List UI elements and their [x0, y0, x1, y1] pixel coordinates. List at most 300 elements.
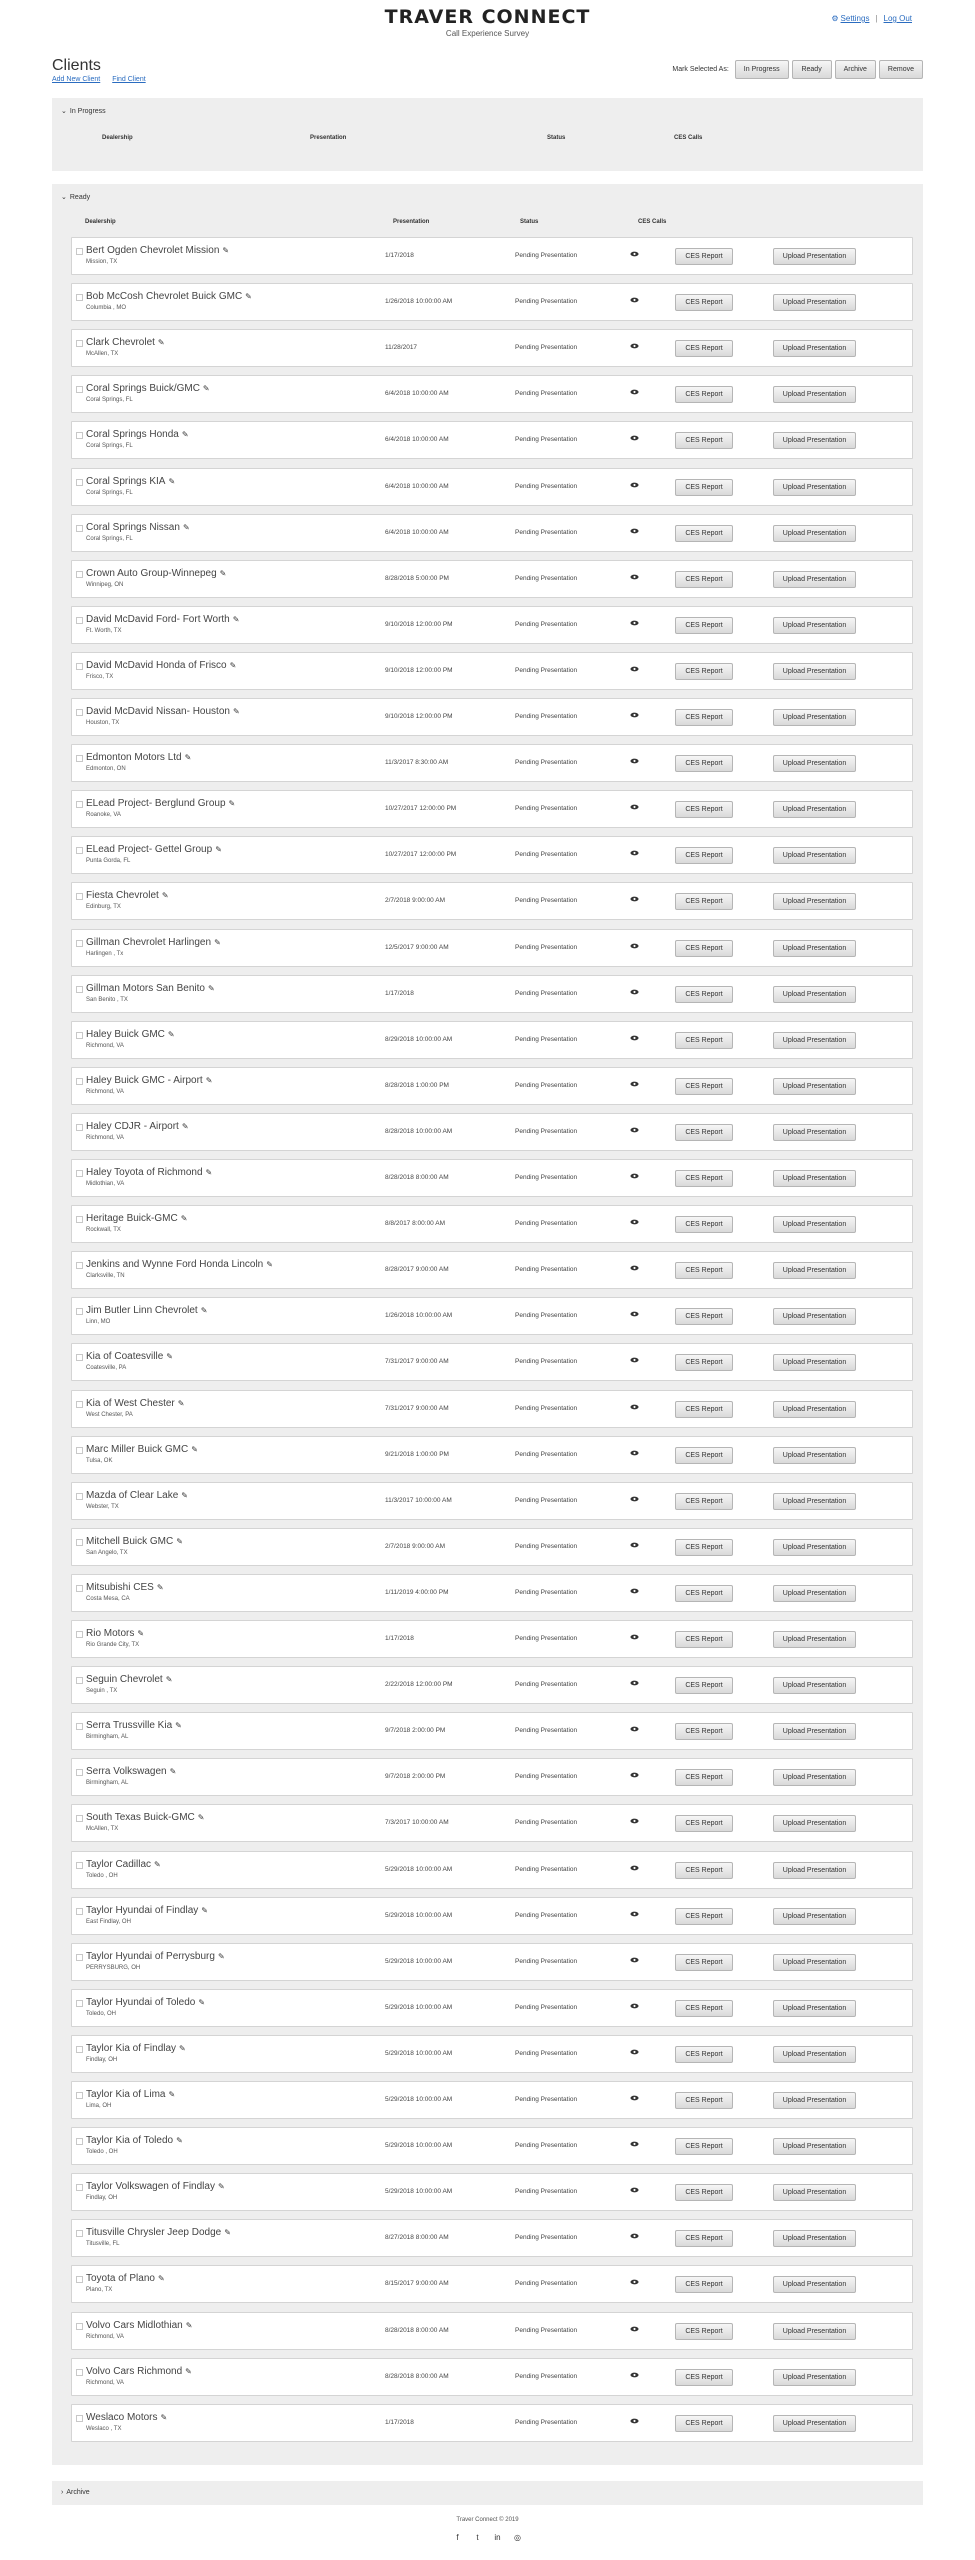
eye-icon[interactable]: [630, 297, 639, 303]
eye-icon[interactable]: [630, 850, 639, 856]
upload-presentation-button[interactable]: Upload Presentation: [773, 1170, 856, 1187]
pencil-icon[interactable]: ✎: [184, 753, 192, 763]
eye-icon[interactable]: [630, 528, 639, 534]
ces-report-button[interactable]: CES Report: [675, 525, 733, 542]
dealership-name-text: Fiesta Chevrolet: [86, 890, 159, 902]
row-checkbox[interactable]: [76, 1908, 83, 1915]
row-checkbox[interactable]: [76, 1354, 83, 1361]
pencil-icon[interactable]: ✎: [181, 1490, 188, 1500]
dealership-name-text: Taylor Hyundai of Toledo: [86, 1996, 196, 2008]
row-checkbox[interactable]: [76, 2323, 83, 2330]
dealership-location: Birmingham, AL: [86, 1734, 129, 1741]
archive-toggle[interactable]: [52, 2481, 923, 2505]
pencil-icon[interactable]: ✎: [179, 2043, 186, 2053]
eye-icon[interactable]: [630, 758, 639, 764]
eye-icon[interactable]: [630, 1726, 639, 1732]
upload-presentation-button[interactable]: Upload Presentation: [773, 847, 856, 864]
upload-presentation-button[interactable]: Upload Presentation: [773, 940, 856, 957]
upload-presentation-button[interactable]: Upload Presentation: [773, 1769, 856, 1786]
eye-icon[interactable]: [630, 2141, 639, 2147]
ces-report-button[interactable]: CES Report: [675, 2415, 733, 2432]
presentation-date: 1/17/2018: [385, 989, 414, 997]
add-new-client-link[interactable]: Add New Client: [52, 76, 101, 83]
pencil-icon[interactable]: ✎: [157, 2274, 165, 2284]
dealership-location: Coatesville, PA: [86, 1365, 127, 1372]
eye-icon[interactable]: [630, 1219, 639, 1225]
ces-report-button[interactable]: CES Report: [675, 1677, 733, 1694]
eye-icon[interactable]: [630, 2049, 639, 2055]
presentation-date: 6/4/2018 10:00:00 AM: [385, 436, 449, 444]
eye-icon[interactable]: [630, 1911, 639, 1917]
dealership-name-text: David McDavid Ford- Fort Worth: [86, 613, 230, 625]
pencil-icon[interactable]: ✎: [166, 1352, 173, 1362]
ces-report-button[interactable]: CES Report: [675, 1447, 733, 1464]
eye-icon[interactable]: [630, 435, 639, 441]
row-checkbox[interactable]: [76, 1308, 83, 1315]
row-checkbox[interactable]: [76, 2276, 83, 2283]
upload-presentation-button[interactable]: Upload Presentation: [773, 1354, 856, 1371]
upload-presentation-button[interactable]: Upload Presentation: [773, 1262, 856, 1279]
presentation-date: 8/28/2018 10:00:00 AM: [385, 1127, 453, 1135]
upload-presentation-button[interactable]: Upload Presentation: [773, 1862, 856, 1879]
ces-report-button[interactable]: CES Report: [675, 1032, 733, 1049]
facebook-icon[interactable]: f: [456, 2533, 459, 2542]
pencil-icon[interactable]: ✎: [202, 384, 210, 394]
eye-icon[interactable]: [630, 804, 639, 810]
upload-presentation-button[interactable]: Upload Presentation: [773, 2415, 856, 2432]
pencil-icon[interactable]: ✎: [157, 338, 165, 348]
ces-report-button[interactable]: CES Report: [675, 2184, 733, 2201]
ces-report-button[interactable]: CES Report: [675, 847, 733, 864]
dealership-location: Findlay, OH: [86, 2195, 118, 2202]
col-presentation: Presentation: [310, 135, 347, 141]
upload-presentation-button[interactable]: Upload Presentation: [773, 1216, 856, 1233]
row-checkbox[interactable]: [76, 1262, 83, 1269]
linkedin-icon[interactable]: in: [494, 2533, 501, 2542]
ces-report-button[interactable]: CES Report: [675, 294, 733, 311]
upload-presentation-button[interactable]: Upload Presentation: [773, 2369, 856, 2386]
mark-ready-button[interactable]: Ready: [792, 60, 832, 79]
status-text: Pending Presentation: [515, 1819, 578, 1827]
pencil-icon[interactable]: ✎: [154, 1859, 161, 1869]
row-checkbox[interactable]: [76, 479, 83, 486]
row-checkbox[interactable]: [76, 1493, 83, 1500]
ces-report-button[interactable]: CES Report: [675, 1862, 733, 1879]
ces-report-button[interactable]: CES Report: [675, 1585, 733, 1602]
pencil-icon[interactable]: ✎: [176, 1536, 183, 1546]
upload-presentation-button[interactable]: Upload Presentation: [773, 1723, 856, 1740]
row-checkbox[interactable]: [76, 1723, 83, 1730]
eye-icon[interactable]: [630, 389, 639, 395]
ces-report-button[interactable]: CES Report: [675, 893, 733, 910]
presentation-date: 12/5/2017 9:00:00 AM: [385, 943, 449, 951]
row-checkbox[interactable]: [76, 525, 83, 532]
upload-presentation-button[interactable]: Upload Presentation: [773, 2184, 856, 2201]
row-checkbox[interactable]: [76, 1124, 83, 1131]
row-checkbox[interactable]: [76, 1954, 83, 1961]
upload-presentation-button[interactable]: Upload Presentation: [773, 1677, 856, 1694]
ces-report-button[interactable]: CES Report: [675, 2092, 733, 2109]
row-checkbox[interactable]: [76, 2415, 83, 2422]
pencil-icon[interactable]: ✎: [168, 2090, 176, 2099]
settings-link[interactable]: Settings: [840, 14, 870, 23]
table-row: [71, 790, 913, 828]
presentation-date: 1/17/2018: [385, 1635, 414, 1642]
find-client-link[interactable]: Find Client: [112, 76, 146, 83]
ces-report-button[interactable]: CES Report: [675, 2369, 733, 2386]
ces-report-button[interactable]: CES Report: [675, 663, 733, 680]
eye-icon[interactable]: [630, 1818, 639, 1824]
pencil-icon[interactable]: ✎: [205, 1168, 213, 1177]
ces-report-button[interactable]: CES Report: [675, 2000, 733, 2017]
mark-remove-button[interactable]: Remove: [879, 60, 923, 79]
pencil-icon[interactable]: ✎: [197, 1813, 205, 1823]
row-checkbox[interactable]: [76, 1401, 83, 1408]
row-checkbox[interactable]: [76, 1170, 83, 1177]
pencil-icon[interactable]: ✎: [217, 2182, 225, 2192]
pencil-icon[interactable]: ✎: [229, 660, 237, 670]
row-checkbox[interactable]: [76, 2184, 83, 2191]
upload-presentation-button[interactable]: Upload Presentation: [773, 1631, 856, 1648]
ready-toggle[interactable]: [52, 184, 923, 202]
row-checkbox[interactable]: [76, 663, 83, 670]
upload-presentation-button[interactable]: Upload Presentation: [773, 2323, 856, 2340]
row-checkbox[interactable]: [76, 432, 83, 439]
presentation-date: 6/4/2018 10:00:00 AM: [385, 390, 449, 398]
upload-presentation-button[interactable]: Upload Presentation: [773, 525, 856, 542]
eye-icon[interactable]: [630, 1772, 639, 1778]
row-checkbox[interactable]: [76, 1539, 83, 1546]
pencil-icon[interactable]: ✎: [181, 1121, 189, 1131]
table-row: [71, 375, 913, 413]
ces-report-button[interactable]: CES Report: [675, 1908, 733, 1925]
pencil-icon[interactable]: ✎: [181, 430, 189, 440]
status-text: Pending Presentation: [515, 436, 578, 444]
dealership-name-text: Coral Springs KIA: [86, 475, 166, 487]
upload-presentation-button[interactable]: Upload Presentation: [773, 386, 856, 403]
eye-icon[interactable]: [630, 1404, 639, 1410]
row-checkbox[interactable]: [76, 709, 83, 716]
eye-icon[interactable]: [630, 2003, 639, 2009]
ces-report-button[interactable]: CES Report: [675, 1124, 733, 1141]
row-checkbox[interactable]: [76, 1631, 83, 1638]
eye-icon[interactable]: [630, 251, 639, 257]
eye-icon[interactable]: [630, 482, 639, 488]
upload-presentation-button[interactable]: Upload Presentation: [773, 1078, 856, 1095]
upload-presentation-button[interactable]: Upload Presentation: [773, 2230, 856, 2247]
upload-presentation-button[interactable]: Upload Presentation: [773, 893, 856, 910]
eye-icon[interactable]: [630, 2095, 639, 2101]
eye-icon[interactable]: [630, 1496, 639, 1502]
ces-report-button[interactable]: CES Report: [675, 1769, 733, 1786]
presentation-date: 11/3/2017 10:00:00 AM: [385, 1496, 452, 1504]
eye-icon[interactable]: [630, 1127, 639, 1133]
upload-presentation-button[interactable]: Upload Presentation: [773, 1401, 856, 1418]
pencil-icon[interactable]: ✎: [191, 1444, 198, 1454]
ces-report-button[interactable]: CES Report: [675, 1216, 733, 1233]
upload-presentation-button[interactable]: Upload Presentation: [773, 2276, 856, 2293]
row-checkbox[interactable]: [76, 1447, 83, 1454]
pencil-icon[interactable]: ✎: [232, 707, 240, 716]
eye-icon[interactable]: [630, 2418, 639, 2424]
eye-icon[interactable]: [630, 1265, 639, 1271]
pencil-icon[interactable]: ✎: [215, 845, 222, 855]
pencil-icon[interactable]: ✎: [169, 1767, 177, 1777]
upload-presentation-button[interactable]: Upload Presentation: [773, 1308, 856, 1325]
upload-presentation-button[interactable]: Upload Presentation: [773, 2046, 856, 2063]
ces-report-button[interactable]: CES Report: [675, 1954, 733, 1971]
row-checkbox[interactable]: [76, 847, 83, 854]
row-checkbox[interactable]: [76, 248, 83, 255]
mark-in-progress-button[interactable]: In Progress: [735, 60, 789, 79]
row-checkbox[interactable]: [76, 1585, 83, 1592]
pencil-icon[interactable]: ✎: [245, 292, 252, 302]
upload-presentation-button[interactable]: Upload Presentation: [773, 801, 856, 818]
upload-presentation-button[interactable]: Upload Presentation: [773, 617, 856, 634]
upload-presentation-button[interactable]: Upload Presentation: [773, 1815, 856, 1832]
dealership-location: Rio Grande City, TX: [86, 1642, 140, 1648]
pencil-icon[interactable]: ✎: [167, 1029, 175, 1039]
status-text: Pending Presentation: [515, 943, 578, 951]
eye-icon[interactable]: [630, 1081, 639, 1087]
upload-presentation-button[interactable]: Upload Presentation: [773, 432, 856, 449]
in-progress-toggle[interactable]: [52, 98, 923, 116]
table-row: [71, 1989, 913, 2027]
ces-report-button[interactable]: CES Report: [675, 2230, 733, 2247]
eye-icon[interactable]: [630, 2233, 639, 2239]
pencil-icon[interactable]: ✎: [185, 2366, 192, 2376]
pencil-icon[interactable]: ✎: [180, 1214, 188, 1224]
eye-icon[interactable]: [630, 1357, 639, 1363]
row-checkbox[interactable]: [76, 2230, 83, 2237]
dealership-name: [86, 2227, 231, 2238]
ces-report-button[interactable]: CES Report: [675, 2323, 733, 2340]
ces-report-button[interactable]: CES Report: [675, 2046, 733, 2063]
ces-report-button[interactable]: CES Report: [675, 1354, 733, 1371]
row-checkbox[interactable]: [76, 1677, 83, 1684]
dealership-name-text: Heritage Buick-GMC: [86, 1213, 178, 1225]
presentation-date: 8/29/2018 10:00:00 AM: [385, 1035, 453, 1043]
ces-report-button[interactable]: CES Report: [675, 940, 733, 957]
ces-report-button[interactable]: CES Report: [675, 1493, 733, 1510]
eye-icon[interactable]: [630, 1311, 639, 1317]
status-text: Pending Presentation: [515, 1957, 578, 1965]
ces-report-button[interactable]: CES Report: [675, 709, 733, 726]
logout-link[interactable]: Log Out: [883, 14, 912, 23]
pencil-icon[interactable]: ✎: [201, 1905, 208, 1915]
pencil-icon[interactable]: ✎: [177, 1398, 185, 1408]
pencil-icon[interactable]: ✎: [165, 1675, 173, 1685]
pencil-icon[interactable]: ✎: [200, 1306, 208, 1316]
presentation-date: 6/4/2018 10:00:00 AM: [385, 482, 449, 490]
eye-icon[interactable]: [630, 1173, 639, 1179]
pencil-icon[interactable]: ✎: [266, 1260, 273, 1270]
pencil-icon[interactable]: ✎: [224, 2228, 231, 2238]
eye-icon[interactable]: [630, 666, 639, 672]
upload-presentation-button[interactable]: Upload Presentation: [773, 1447, 856, 1464]
row-checkbox[interactable]: [76, 1078, 83, 1085]
row-checkbox[interactable]: [76, 2369, 83, 2376]
ces-report-button[interactable]: CES Report: [675, 617, 733, 634]
status-text: Pending Presentation: [515, 2418, 578, 2426]
eye-icon[interactable]: [630, 1588, 639, 1594]
eye-icon[interactable]: [630, 2187, 639, 2193]
ces-report-button[interactable]: CES Report: [675, 2276, 733, 2293]
row-checkbox[interactable]: [76, 1769, 83, 1776]
upload-presentation-button[interactable]: Upload Presentation: [773, 986, 856, 1003]
pencil-icon[interactable]: ✎: [137, 1629, 145, 1638]
ces-report-button[interactable]: CES Report: [675, 801, 733, 818]
eye-icon[interactable]: [630, 896, 639, 902]
eye-icon[interactable]: [630, 2372, 639, 2378]
eye-icon[interactable]: [630, 1634, 639, 1640]
eye-icon[interactable]: [630, 1865, 639, 1871]
upload-presentation-button[interactable]: Upload Presentation: [773, 709, 856, 726]
eye-icon[interactable]: [630, 2326, 639, 2332]
pencil-icon[interactable]: ✎: [160, 2412, 168, 2422]
pencil-icon[interactable]: ✎: [176, 2136, 183, 2146]
pencil-icon[interactable]: ✎: [232, 614, 240, 624]
ces-report-button[interactable]: CES Report: [675, 571, 733, 588]
ces-report-button[interactable]: CES Report: [675, 1308, 733, 1325]
eye-icon[interactable]: [630, 343, 639, 349]
presentation-date: 8/28/2018 8:00:00 AM: [385, 1174, 449, 1181]
status-text: Pending Presentation: [515, 1635, 578, 1642]
eye-icon[interactable]: [630, 1450, 639, 1456]
row-checkbox[interactable]: [76, 2092, 83, 2099]
upload-presentation-button[interactable]: Upload Presentation: [773, 2000, 856, 2017]
ces-report-button[interactable]: CES Report: [675, 2138, 733, 2155]
ces-report-button[interactable]: CES Report: [675, 340, 733, 357]
ces-report-button[interactable]: CES Report: [675, 1631, 733, 1648]
instagram-icon[interactable]: ◎: [514, 2533, 521, 2542]
pencil-icon[interactable]: ✎: [161, 891, 169, 901]
dealership-name-text: Kia of West Chester: [86, 1397, 175, 1409]
upload-presentation-button[interactable]: Upload Presentation: [773, 571, 856, 588]
ces-report-button[interactable]: CES Report: [675, 1539, 733, 1556]
eye-icon[interactable]: [630, 712, 639, 718]
upload-presentation-button[interactable]: Upload Presentation: [773, 2138, 856, 2155]
ces-report-button[interactable]: CES Report: [675, 432, 733, 449]
upload-presentation-button[interactable]: Upload Presentation: [773, 755, 856, 772]
upload-presentation-button[interactable]: Upload Presentation: [773, 1585, 856, 1602]
status-text: Pending Presentation: [515, 2003, 578, 2011]
eye-icon[interactable]: [630, 943, 639, 949]
row-checkbox[interactable]: [76, 2046, 83, 2053]
upload-presentation-button[interactable]: Upload Presentation: [773, 1908, 856, 1925]
eye-icon[interactable]: [630, 1957, 639, 1963]
pencil-icon[interactable]: ✎: [168, 476, 176, 486]
pencil-icon[interactable]: ✎: [222, 246, 230, 255]
pencil-icon[interactable]: ✎: [214, 937, 221, 947]
dealership-name: [86, 614, 239, 625]
pencil-icon[interactable]: ✎: [185, 2320, 193, 2330]
ces-report-button[interactable]: CES Report: [675, 986, 733, 1003]
row-checkbox[interactable]: [76, 1032, 83, 1039]
row-checkbox[interactable]: [76, 1815, 83, 1822]
upload-presentation-button[interactable]: Upload Presentation: [773, 1032, 856, 1049]
upload-presentation-button[interactable]: Upload Presentation: [773, 1493, 856, 1510]
row-checkbox[interactable]: [76, 571, 83, 578]
row-checkbox[interactable]: [76, 940, 83, 947]
mark-archive-button[interactable]: Archive: [835, 60, 876, 79]
ces-report-button[interactable]: CES Report: [675, 1170, 733, 1187]
eye-icon[interactable]: [630, 620, 639, 626]
upload-presentation-button[interactable]: Upload Presentation: [773, 1539, 856, 1556]
ces-report-button[interactable]: CES Report: [675, 1262, 733, 1279]
status-text: Pending Presentation: [515, 2142, 578, 2150]
row-checkbox[interactable]: [76, 2138, 83, 2145]
ces-report-button[interactable]: CES Report: [675, 1401, 733, 1418]
ces-report-button[interactable]: CES Report: [675, 386, 733, 403]
pencil-icon[interactable]: ✎: [228, 799, 236, 809]
ces-report-button[interactable]: CES Report: [675, 248, 733, 265]
pencil-icon[interactable]: ✎: [156, 1582, 164, 1592]
upload-presentation-button[interactable]: Upload Presentation: [773, 340, 856, 357]
upload-presentation-button[interactable]: Upload Presentation: [773, 479, 856, 496]
in-progress-label: In Progress: [69, 108, 106, 115]
eye-icon[interactable]: [630, 1680, 639, 1686]
eye-icon[interactable]: [630, 1035, 639, 1041]
row-checkbox[interactable]: [76, 1216, 83, 1223]
pencil-icon[interactable]: ✎: [182, 522, 190, 532]
dealership-name: [86, 2089, 175, 2100]
upload-presentation-button[interactable]: Upload Presentation: [773, 248, 856, 265]
ces-report-button[interactable]: CES Report: [675, 479, 733, 496]
dealership-location: Winnipeg, ON: [86, 581, 124, 588]
upload-presentation-button[interactable]: Upload Presentation: [773, 663, 856, 680]
ces-report-button[interactable]: CES Report: [675, 755, 733, 772]
row-checkbox[interactable]: [76, 755, 83, 762]
ces-report-button[interactable]: CES Report: [675, 1723, 733, 1740]
ces-report-button[interactable]: CES Report: [675, 1815, 733, 1832]
row-checkbox[interactable]: [76, 893, 83, 900]
pencil-icon[interactable]: ✎: [175, 1721, 182, 1731]
status-text: Pending Presentation: [515, 1127, 578, 1135]
twitter-icon[interactable]: t: [476, 2533, 479, 2542]
upload-presentation-button[interactable]: Upload Presentation: [773, 2092, 856, 2109]
row-checkbox[interactable]: [76, 986, 83, 993]
dealership-name: [86, 1351, 173, 1362]
eye-icon[interactable]: [630, 574, 639, 580]
ces-report-button[interactable]: CES Report: [675, 1078, 733, 1095]
eye-icon[interactable]: [630, 1542, 639, 1548]
row-checkbox[interactable]: [76, 2000, 83, 2007]
upload-presentation-button[interactable]: Upload Presentation: [773, 1124, 856, 1141]
eye-icon[interactable]: [630, 989, 639, 995]
pencil-icon[interactable]: ✎: [217, 1951, 225, 1961]
table-row: [71, 560, 913, 598]
dealership-name: [86, 983, 215, 994]
row-checkbox[interactable]: [76, 617, 83, 624]
row-checkbox[interactable]: [76, 294, 83, 301]
row-checkbox[interactable]: [76, 1862, 83, 1869]
pencil-icon[interactable]: ✎: [207, 983, 215, 993]
presentation-date: 8/28/2018 8:00:00 AM: [385, 2372, 449, 2380]
pencil-icon[interactable]: ✎: [205, 1075, 213, 1085]
row-checkbox[interactable]: [76, 801, 83, 808]
upload-presentation-button[interactable]: Upload Presentation: [773, 294, 856, 311]
pencil-icon[interactable]: ✎: [219, 568, 227, 578]
eye-icon[interactable]: [630, 2279, 639, 2285]
dealership-name: [86, 1167, 212, 1178]
dealership-name-text: Taylor Kia of Findlay: [86, 2042, 177, 2054]
row-checkbox[interactable]: [76, 340, 83, 347]
dealership-location: Findlay, OH: [86, 2056, 118, 2063]
row-checkbox[interactable]: [76, 386, 83, 393]
upload-presentation-button[interactable]: Upload Presentation: [773, 1954, 856, 1971]
pencil-icon[interactable]: ✎: [198, 1997, 206, 2007]
